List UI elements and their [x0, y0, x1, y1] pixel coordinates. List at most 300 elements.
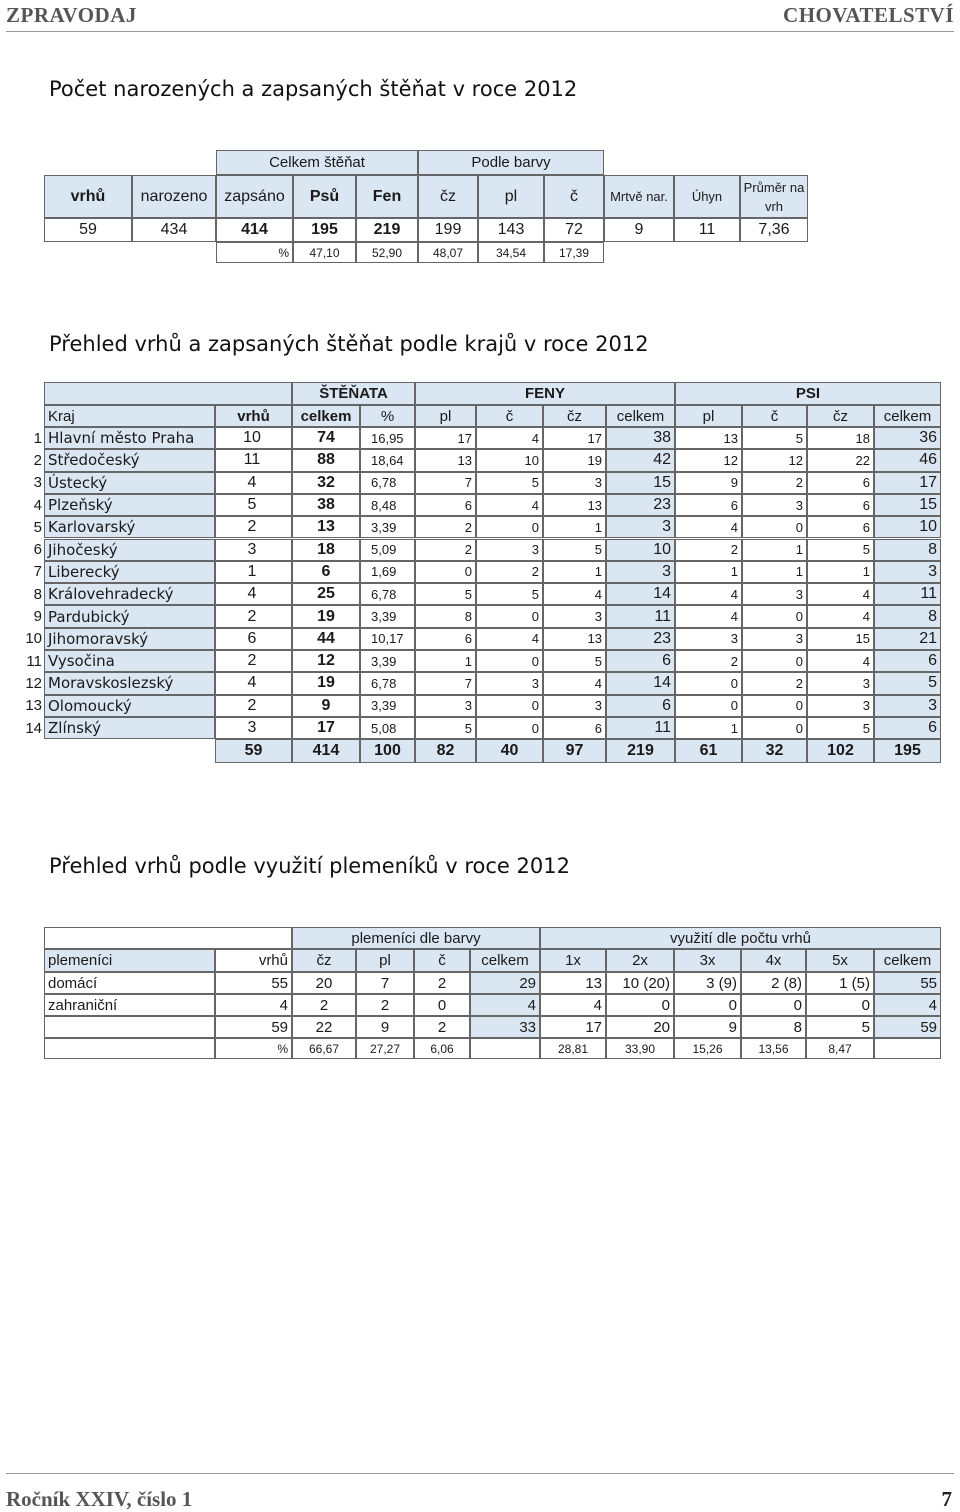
- table-value: 9: [604, 218, 674, 242]
- pct-value: 15,26: [674, 1038, 741, 1059]
- table-value: 25: [292, 583, 360, 605]
- table-value: 18,64: [360, 449, 415, 471]
- table-value: 14: [606, 672, 675, 694]
- table-value: 19: [543, 449, 606, 471]
- table-value: 44: [292, 628, 360, 650]
- table-value: 4: [476, 494, 543, 516]
- stud-type: [44, 1016, 215, 1038]
- table-value: 0: [476, 516, 543, 538]
- table-value: 9: [292, 695, 360, 717]
- column-header: Průměr na vrh: [740, 175, 808, 218]
- table-value: 59: [874, 1016, 941, 1038]
- table-value: 9: [356, 1016, 414, 1038]
- section-name: CHOVATELSTVÍ: [783, 3, 954, 27]
- table-value: 1: [742, 539, 807, 561]
- table-value: 4: [543, 672, 606, 694]
- table-value: 12: [292, 650, 360, 672]
- column-header: Psů: [293, 175, 356, 218]
- table3-title: Přehled vrhů podle využití plemeníků v roce 2012: [49, 854, 570, 878]
- region-name: Zlínský: [44, 717, 215, 739]
- header-blank: [44, 382, 292, 405]
- table-value: 2: [292, 994, 356, 1016]
- table-value: 2: [742, 472, 807, 494]
- row-number: 1: [33, 429, 42, 447]
- table-value: 5: [415, 717, 476, 739]
- table-value: 1: [742, 561, 807, 583]
- column-header: pl: [675, 405, 742, 427]
- table-value: 4: [807, 583, 874, 605]
- table-value: 5: [543, 650, 606, 672]
- table-value: 1: [415, 650, 476, 672]
- pct-value: 27,27: [356, 1038, 414, 1059]
- column-header: čz: [543, 405, 606, 427]
- row-number: 12: [25, 674, 42, 692]
- row-number: 2: [33, 451, 42, 469]
- table-value: 3 (9): [674, 972, 741, 994]
- row-number: 6: [33, 541, 42, 559]
- table-value: 7: [356, 972, 414, 994]
- row-number: 4: [33, 496, 42, 514]
- table-value: 4: [215, 994, 292, 1016]
- table-value: 14: [606, 583, 675, 605]
- table-value: 3,39: [360, 650, 415, 672]
- table-value: 0: [414, 994, 470, 1016]
- table-value: 17: [540, 1016, 606, 1038]
- column-header: čz: [418, 175, 478, 218]
- table-value: 21: [874, 628, 941, 650]
- table-value: 195: [293, 218, 356, 242]
- table-value: 6: [874, 717, 941, 739]
- pct-value: 6,06: [414, 1038, 470, 1059]
- table-value: 2: [215, 516, 292, 538]
- table-value: 5,09: [360, 539, 415, 561]
- group-header-vyuziti: využití dle počtu vrhů: [540, 927, 941, 949]
- table-value: 0: [476, 695, 543, 717]
- table-value: 3,39: [360, 695, 415, 717]
- row-number: 10: [25, 630, 42, 648]
- header-blank: [44, 927, 292, 949]
- total-value: 32: [742, 739, 807, 763]
- table-value: 7: [415, 472, 476, 494]
- table-value: 1: [675, 561, 742, 583]
- column-header: Fen: [356, 175, 418, 218]
- table-value: 5: [543, 539, 606, 561]
- column-header: Mrtvě nar.: [604, 175, 674, 218]
- column-header: narozeno: [132, 175, 216, 218]
- group-header-barvy: Podle barvy: [418, 150, 604, 175]
- column-header: čz: [807, 405, 874, 427]
- column-header: vrhů: [44, 175, 132, 218]
- row-number: 8: [33, 585, 42, 603]
- table2-title: Přehled vrhů a zapsaných štěňat podle krajů v roce 2012: [49, 332, 649, 356]
- group-header-stenata: ŠTĚŇATA: [292, 382, 415, 405]
- table-value: 23: [606, 494, 675, 516]
- footer-divider: [6, 1473, 954, 1474]
- pct-value: 34,54: [478, 242, 544, 263]
- table-value: 3: [675, 628, 742, 650]
- table-value: 0: [742, 516, 807, 538]
- column-header: 3x: [674, 949, 741, 972]
- table-value: 9: [675, 472, 742, 494]
- table-value: 2 (8): [741, 972, 806, 994]
- table-value: 6: [874, 650, 941, 672]
- region-name: Hlavní město Praha: [44, 427, 215, 449]
- column-header: č: [742, 405, 807, 427]
- table-value: 5: [476, 472, 543, 494]
- table-value: 13: [543, 628, 606, 650]
- region-name: Jihomoravský: [44, 628, 215, 650]
- column-header: 2x: [606, 949, 674, 972]
- table-value: 4: [215, 672, 292, 694]
- column-header: celkem: [874, 405, 941, 427]
- table-value: 2: [415, 516, 476, 538]
- table-value: 5,08: [360, 717, 415, 739]
- total-value: 61: [675, 739, 742, 763]
- table-value: 3: [543, 472, 606, 494]
- page-header: [0, 0, 960, 34]
- pct-blank: [470, 1038, 540, 1059]
- region-name: Ústecký: [44, 472, 215, 494]
- pct-value: 47,10: [293, 242, 356, 263]
- table-value: 4: [476, 628, 543, 650]
- table-value: 6: [415, 628, 476, 650]
- table-value: 17: [543, 427, 606, 449]
- table-value: 2: [742, 672, 807, 694]
- table-value: 32: [292, 472, 360, 494]
- table-value: 8: [741, 1016, 806, 1038]
- table-value: 74: [292, 427, 360, 449]
- table-value: 3: [742, 583, 807, 605]
- table-value: 20: [292, 972, 356, 994]
- group-header-psi: PSI: [675, 382, 941, 405]
- table-value: 88: [292, 449, 360, 471]
- column-header: 1x: [540, 949, 606, 972]
- table-value: 4: [807, 605, 874, 627]
- table-value: 1,69: [360, 561, 415, 583]
- table-value: 1 (5): [806, 972, 874, 994]
- table-value: 3: [476, 539, 543, 561]
- table-value: 16,95: [360, 427, 415, 449]
- pct-value: 17,39: [544, 242, 604, 263]
- group-header-celkem: Celkem štěňat: [216, 150, 418, 175]
- pct-value: 66,67: [292, 1038, 356, 1059]
- table-value: 0: [675, 695, 742, 717]
- table-value: 8: [874, 539, 941, 561]
- table-value: 4: [874, 994, 941, 1016]
- region-name: Jihočeský: [44, 539, 215, 561]
- table-value: 17: [292, 717, 360, 739]
- table-value: 219: [356, 218, 418, 242]
- region-name: Středočeský: [44, 449, 215, 471]
- region-name: Vysočina: [44, 650, 215, 672]
- page-number: 7: [941, 1487, 952, 1511]
- table-value: 59: [215, 1016, 292, 1038]
- table-value: 59: [44, 218, 132, 242]
- table-value: 0: [742, 717, 807, 739]
- column-header: celkem: [292, 405, 360, 427]
- table-value: 11: [606, 605, 675, 627]
- table-value: 3: [874, 695, 941, 717]
- table-value: 22: [807, 449, 874, 471]
- table-value: 4: [543, 583, 606, 605]
- table1-title: Počet narozených a zapsaných štěňat v roce 2012: [49, 77, 578, 101]
- table-value: 4: [215, 583, 292, 605]
- table-value: 4: [476, 427, 543, 449]
- row-number: 11: [26, 652, 42, 670]
- table-value: 1: [807, 561, 874, 583]
- table-value: 1: [543, 516, 606, 538]
- total-value: 100: [360, 739, 415, 763]
- table-value: 6: [543, 717, 606, 739]
- table-value: 15: [874, 494, 941, 516]
- table-value: 4: [540, 994, 606, 1016]
- table-value: 38: [292, 494, 360, 516]
- column-header: Kraj: [44, 405, 215, 427]
- table-value: 46: [874, 449, 941, 471]
- stud-type: zahraniční: [44, 994, 215, 1016]
- table-value: 0: [741, 994, 806, 1016]
- total-value: 82: [415, 739, 476, 763]
- table-value: 23: [606, 628, 675, 650]
- pct-blank: [44, 1038, 215, 1059]
- table-value: 4: [215, 472, 292, 494]
- table-value: 3: [215, 717, 292, 739]
- pct-value: 28,81: [540, 1038, 606, 1059]
- table-value: 6,78: [360, 672, 415, 694]
- table-value: 3: [606, 561, 675, 583]
- region-name: Plzeňský: [44, 494, 215, 516]
- table-value: 0: [674, 994, 741, 1016]
- table-value: 29: [470, 972, 540, 994]
- table-value: 19: [292, 672, 360, 694]
- table-value: 5: [807, 539, 874, 561]
- table-value: 1: [543, 561, 606, 583]
- table-value: 2: [476, 561, 543, 583]
- table-value: 3: [807, 672, 874, 694]
- table-value: 0: [675, 672, 742, 694]
- table-value: 143: [478, 218, 544, 242]
- column-header: plemeníci: [44, 949, 215, 972]
- table-value: 19: [292, 605, 360, 627]
- column-header: pl: [415, 405, 476, 427]
- table-value: 2: [215, 650, 292, 672]
- table-value: 8: [874, 605, 941, 627]
- total-value: 414: [292, 739, 360, 763]
- table-value: 9: [674, 1016, 741, 1038]
- table-value: 55: [215, 972, 292, 994]
- pct-value: 8,47: [806, 1038, 874, 1059]
- row-number: 9: [33, 608, 42, 626]
- table-value: 5: [476, 583, 543, 605]
- table-value: 33: [470, 1016, 540, 1038]
- column-header: č: [544, 175, 604, 218]
- table-value: 414: [216, 218, 293, 242]
- table-value: 3: [215, 539, 292, 561]
- table-value: 3: [874, 561, 941, 583]
- table-value: 38: [606, 427, 675, 449]
- column-header: %: [360, 405, 415, 427]
- table-value: 0: [742, 695, 807, 717]
- table-value: 11: [215, 449, 292, 471]
- table-value: 15: [606, 472, 675, 494]
- table-value: 3,39: [360, 605, 415, 627]
- table-value: 10 (20): [606, 972, 674, 994]
- row-number: 13: [25, 697, 42, 715]
- region-name: Královehradecký: [44, 583, 215, 605]
- column-header: celkem: [874, 949, 941, 972]
- table-value: 2: [675, 539, 742, 561]
- row-number: 7: [33, 563, 42, 581]
- total-value: 219: [606, 739, 675, 763]
- table-value: 3,39: [360, 516, 415, 538]
- table-value: 0: [415, 561, 476, 583]
- table-value: 13: [540, 972, 606, 994]
- table-value: 20: [606, 1016, 674, 1038]
- table-value: 199: [418, 218, 478, 242]
- region-name: Liberecký: [44, 561, 215, 583]
- table-value: 55: [874, 972, 941, 994]
- total-value: 40: [476, 739, 543, 763]
- table-value: 0: [742, 650, 807, 672]
- table-value: 5: [807, 717, 874, 739]
- region-name: Karlovarský: [44, 516, 215, 538]
- table-value: 8: [415, 605, 476, 627]
- total-value: 59: [215, 739, 292, 763]
- table-value: 10: [874, 516, 941, 538]
- table-value: 6: [606, 695, 675, 717]
- table-value: 36: [874, 427, 941, 449]
- column-header: 5x: [806, 949, 874, 972]
- table-value: 6: [606, 650, 675, 672]
- table-value: 15: [807, 628, 874, 650]
- header-divider: [6, 31, 954, 32]
- table-value: 434: [132, 218, 216, 242]
- column-header: zapsáno: [216, 175, 293, 218]
- table-value: 6: [675, 494, 742, 516]
- table-value: 7: [415, 672, 476, 694]
- table-value: 10: [606, 539, 675, 561]
- table-value: 2: [675, 650, 742, 672]
- pct-label: %: [215, 1038, 292, 1059]
- table-value: 2: [414, 972, 470, 994]
- region-name: Pardubický: [44, 605, 215, 627]
- table-value: 6: [415, 494, 476, 516]
- table-value: 12: [675, 449, 742, 471]
- column-header: čz: [292, 949, 356, 972]
- total-value: 195: [874, 739, 941, 763]
- group-header-barvy: plemeníci dle barvy: [292, 927, 540, 949]
- table-value: 3: [742, 628, 807, 650]
- table-value: 6,78: [360, 472, 415, 494]
- table-value: 0: [476, 605, 543, 627]
- publication-name: ZPRAVODAJ: [6, 3, 137, 27]
- table-value: 6,78: [360, 583, 415, 605]
- table-value: 18: [807, 427, 874, 449]
- table-value: 3: [742, 494, 807, 516]
- pct-value: 48,07: [418, 242, 478, 263]
- row-number: 14: [25, 719, 42, 737]
- stud-type: domácí: [44, 972, 215, 994]
- table-value: 2: [356, 994, 414, 1016]
- table-value: 6: [807, 494, 874, 516]
- table-value: 3: [415, 695, 476, 717]
- row-number: 3: [33, 474, 42, 492]
- pct-value: 33,90: [606, 1038, 674, 1059]
- table-value: 8,48: [360, 494, 415, 516]
- table-value: 4: [470, 994, 540, 1016]
- table-value: 2: [215, 605, 292, 627]
- column-header: vrhů: [215, 405, 292, 427]
- table-value: 5: [806, 1016, 874, 1038]
- table-value: 7,36: [740, 218, 808, 242]
- column-header: celkem: [470, 949, 540, 972]
- table-value: 3: [543, 695, 606, 717]
- table-value: 6: [807, 516, 874, 538]
- pct-value: 52,90: [356, 242, 418, 263]
- column-header: Úhyn: [674, 175, 740, 218]
- table-value: 6: [292, 561, 360, 583]
- region-name: Moravskoslezský: [44, 672, 215, 694]
- table-value: 6: [215, 628, 292, 650]
- table-value: 3: [807, 695, 874, 717]
- table-value: 17: [415, 427, 476, 449]
- table-value: 2: [414, 1016, 470, 1038]
- table-value: 4: [675, 583, 742, 605]
- table-value: 5: [874, 672, 941, 694]
- table-value: 11: [606, 717, 675, 739]
- table-value: 4: [675, 516, 742, 538]
- table-value: 3: [476, 672, 543, 694]
- column-header: pl: [356, 949, 414, 972]
- table-value: 5: [215, 494, 292, 516]
- table-value: 13: [543, 494, 606, 516]
- column-header: pl: [478, 175, 544, 218]
- table-value: 3: [543, 605, 606, 627]
- table-value: 0: [476, 717, 543, 739]
- region-name: Olomoucký: [44, 695, 215, 717]
- table-value: 18: [292, 539, 360, 561]
- table-value: 42: [606, 449, 675, 471]
- table-value: 13: [415, 449, 476, 471]
- pct-value: 13,56: [741, 1038, 806, 1059]
- table-value: 5: [415, 583, 476, 605]
- table-value: 72: [544, 218, 604, 242]
- column-header: celkem: [606, 405, 675, 427]
- table-value: 13: [675, 427, 742, 449]
- table-value: 0: [806, 994, 874, 1016]
- table-value: 0: [742, 605, 807, 627]
- table-value: 6: [807, 472, 874, 494]
- table-value: 12: [742, 449, 807, 471]
- group-header-feny: FENY: [415, 382, 675, 405]
- table-value: 17: [874, 472, 941, 494]
- column-header: č: [476, 405, 543, 427]
- table-value: 11: [874, 583, 941, 605]
- table-value: 11: [674, 218, 740, 242]
- column-header: vrhů: [215, 949, 292, 972]
- total-value: 102: [807, 739, 874, 763]
- pct-blank: [874, 1038, 941, 1059]
- pct-label: %: [216, 242, 293, 263]
- issue-label: Ročník XXIV, číslo 1: [6, 1487, 193, 1511]
- table-value: 10: [476, 449, 543, 471]
- table-value: 4: [807, 650, 874, 672]
- row-number: 5: [33, 518, 42, 536]
- table-value: 0: [476, 650, 543, 672]
- table-value: 13: [292, 516, 360, 538]
- total-value: 97: [543, 739, 606, 763]
- table-value: 1: [675, 717, 742, 739]
